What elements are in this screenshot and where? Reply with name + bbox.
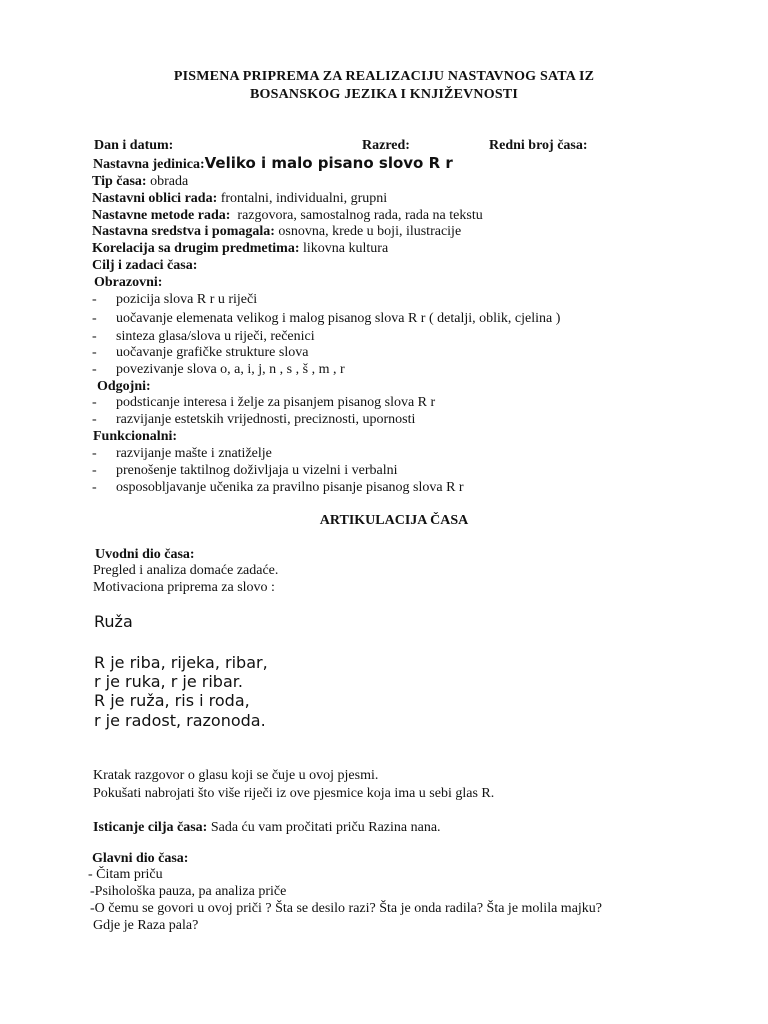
poem-line: R je ruža, ris i roda, [94,691,250,710]
jedinica-label: Nastavna jedinica: [93,157,205,172]
uvodni-line1: Pregled i analiza domaće zadaće. [93,563,279,578]
dan-label: Dan i datum: [94,138,174,153]
odgojni-heading: Odgojni: [97,379,151,394]
artikulacija-heading: ARTIKULACIJA ČASA [319,513,469,528]
list-item: - uočavanje grafičke strukture slova [92,345,309,360]
isticanje-cilja: Isticanje cilja časa: Sada ću vam pročitati priču Razina nana. [93,820,441,835]
list-item: - uočavanje elemenata velikog i malog pisanog slova R r ( detalji, oblik, cjelina ) [92,311,561,326]
poem-line: R je riba, rijeka, ribar, [94,653,268,672]
tip-casa: Tip časa: obrada [92,174,189,189]
nastavne-metode: Nastavne metode rada: razgovora, samostalnog rada, rada na tekstu [92,208,483,223]
poem-line: r je radost, razonoda. [94,711,266,730]
list-item: - razvijanje estetskih vrijednosti, preciznosti, upornosti [92,412,416,427]
glavni-line2: -Psihološka pauza, pa analiza priče [90,884,287,899]
razred-label: Razred: [362,138,410,153]
list-item: - sinteza glasa/slova u riječi, rečenici [92,329,315,344]
redni-broj-label: Redni broj časa: [489,138,588,153]
list-item: - podsticanje interesa i želje za pisanjem pisanog slova R r [92,395,436,410]
doc-title-line2: BOSANSKOG JEZIKA I KNJIŽEVNOSTI [250,87,518,102]
cilj-zadaci: Cilj i zadaci časa: [92,258,198,273]
poem-title: Ruža [94,612,133,631]
jedinica-value: Veliko i malo pisano slovo R r [204,154,453,172]
list-item: - pozicija slova R r u riječi [92,292,258,307]
glavni-line1: - Čitam priču [88,867,163,882]
nastavni-oblici: Nastavni oblici rada: frontalni, individualni, grupni [92,191,388,206]
poem-line: r je ruka, r je ribar. [94,672,243,691]
uvodni-line2: Motivaciona priprema za slovo : [93,580,275,595]
obrazovni-heading: Obrazovni: [94,275,163,290]
list-item: - osposobljavanje učenika za pravilno pisanje pisanog slova R r [92,480,464,495]
uvodni-heading: Uvodni dio časa: [95,547,195,562]
doc-title-line1: PISMENA PRIPREMA ZA REALIZACIJU NASTAVNOG SATA IZ [173,69,595,84]
nastavna-sredstva: Nastavna sredstva i pomagala: osnovna, krede u boji, ilustracije [92,224,462,239]
glavni-heading: Glavni dio časa: [92,851,189,866]
nastavna-jedinica [93,155,453,173]
after-poem-line2: Pokušati nabrojati što više riječi iz ove pjesmice koja ima u sebi glas R. [93,786,495,801]
korelacija: Korelacija sa drugim predmetima: likovna kultura [92,241,389,256]
list-item: - razvijanje mašte i znatiželje [92,446,272,461]
list-item: - povezivanje slova o, a, i, j, n , s , š , m , r [92,362,345,377]
glavni-line3: -O čemu se govori u ovoj priči ? Šta se desilo razi? Šta je onda radila? Šta je molila majku? [90,901,603,916]
glavni-line4: Gdje je Raza pala? [93,918,199,933]
funkcionalni-heading: Funkcionalni: [93,429,178,444]
list-item: - prenošenje taktilnog doživljaja u vizelni i verbalni [92,463,398,478]
after-poem-line1: Kratak razgovor o glasu koji se čuje u ovoj pjesmi. [93,768,379,783]
